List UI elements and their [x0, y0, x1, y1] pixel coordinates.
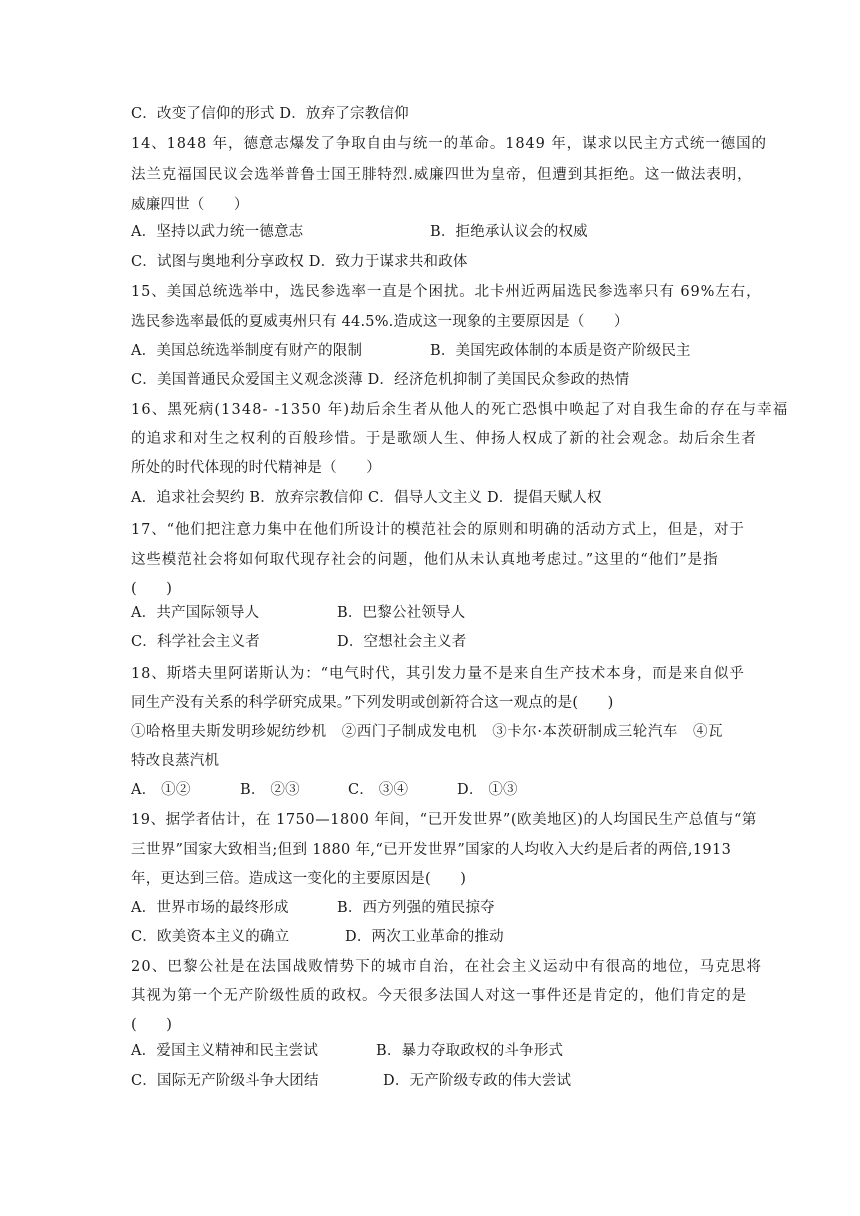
q19-option-a: A．世界市场的最终形成 — [131, 900, 289, 916]
q20-option-d: D．无产阶级专政的伟大尝试 — [383, 1073, 572, 1089]
q17-option-c: C．科学社会主义者 — [131, 634, 260, 650]
q15-options-cd: C．美国普通民众爱国主义观念淡薄 D．经济危机抑制了美国民众参政的热情 — [131, 372, 630, 388]
q18-option-d: D． ①③ — [457, 782, 518, 798]
q19-stem-line1: 19、据学者估计，在 1750—1800 年间，“已开发世界”(欧美地区)的人均国民生产总值与“第 — [131, 812, 757, 828]
q17-option-b: B．巴黎公社领导人 — [337, 605, 466, 621]
q19-stem-line2: 三世界”国家大致相当;但到 1880 年,“已开发世界”国家的人均收入大约是后者的两倍,1913 — [131, 842, 732, 858]
q18-stem-line1: 18、斯塔夫里阿诺斯认为：“电气时代，其引发力量不是来自生产技术本身，而是来自似乎 — [131, 666, 745, 682]
q20-stem-line2: 其视为第一个无产阶级性质的政权。今天很多法国人对这一事件还是肯定的，他们肯定的是 — [131, 988, 747, 1004]
q18-option-a: A． ①② — [131, 782, 191, 798]
q14-option-a: A．坚持以武力统一德意志 — [131, 224, 304, 240]
q19-stem-line3: 年，更达到三倍。造成这一变化的主要原因是( ) — [131, 871, 467, 887]
q14-stem-line2: 法兰克福国民议会选举普鲁士国王腓特烈.威廉四世为皇帝，但遭到其拒绝。这一做法表明， — [131, 167, 753, 183]
q14-stem-line1: 14、1848 年，德意志爆发了争取自由与统一的革命。1849 年，谋求以民主方式统一德国的 — [131, 136, 767, 152]
q16-options: A．追求社会契约 B．放弃宗教信仰 C．倡导人文主义 D．提倡天赋人权 — [131, 490, 602, 506]
q17-option-a: A．共产国际领导人 — [131, 605, 260, 621]
q20-stem-line3: ( ) — [131, 1017, 173, 1033]
q14-stem-line3: 威廉四世（ ） — [131, 197, 249, 213]
q15-option-b: B．美国宪政体制的本质是资产阶级民主 — [430, 343, 691, 359]
q16-stem-line3: 所处的时代体现的时代精神是（ ） — [131, 460, 381, 476]
q17-option-d: D．空想社会主义者 — [337, 634, 467, 650]
q18-option-c: C． ③④ — [348, 782, 409, 798]
q20-option-c: C．国际无产阶级斗争大团结 — [131, 1073, 319, 1089]
q17-stem-line2: 这些模范社会将如何取代现存社会的问题，他们从未认真地考虑过。”这里的“他们”是指 — [131, 552, 719, 568]
q18-stem-line3: ①哈格里夫斯发明珍妮纺纱机 ②西门子制成发电机 ③卡尔·本茨研制成三轮汽车 ④瓦 — [131, 724, 724, 740]
q19-option-c: C．欧美资本主义的确立 — [131, 929, 290, 945]
q15-option-a: A．美国总统选举制度有财产的限制 — [131, 343, 363, 359]
q19-option-b: B．西方列强的殖民掠夺 — [337, 900, 495, 916]
q15-stem-line1: 15、美国总统选举中，选民参选率一直是个困扰。北卡州近两届选民参选率只有 69%左右， — [131, 284, 762, 300]
q20-option-b: B．暴力夺取政权的斗争形式 — [376, 1043, 564, 1059]
q18-stem-line4: 特改良蒸汽机 — [131, 753, 220, 769]
q16-stem-line2: 的追求和对生之权利的百般珍惜。于是歌颂人生、伸扬人权成了新的社会观念。劫后余生者 — [131, 431, 757, 447]
q17-stem-line1: 17、“他们把注意力集中在他们所设计的模范社会的原则和明确的活动方式上，但是，对于 — [131, 522, 745, 538]
q15-stem-line2: 选民参选率最低的夏威夷州只有 44.5%.造成这一现象的主要原因是（ ） — [131, 314, 629, 330]
q17-stem-line3: ( ) — [131, 581, 173, 597]
q20-option-a: A．爱国主义精神和民主尝试 — [131, 1043, 319, 1059]
q14-option-b: B．拒绝承认议会的权威 — [430, 224, 588, 240]
q14-options-cd: C．试图与奥地利分享政权 D．致力于谋求共和政体 — [131, 254, 468, 270]
q16-stem-line1: 16、黑死病(1348- -1350 年)劫后余生者从他人的死亡恐惧中唤起了对自我生命的存在与幸福 — [131, 402, 789, 418]
q20-stem-line1: 20、巴黎公社是在法国战败情势下的城市自治，在社会主义运动中有很高的地位，马克思将 — [131, 959, 763, 975]
q18-stem-line2: 同生产没有关系的科学研究成果。”下列发明或创新符合这一观点的是( ) — [131, 695, 614, 711]
q19-option-d: D．两次工业革命的推动 — [345, 929, 504, 945]
q18-option-b: B． ②③ — [240, 782, 300, 798]
q13-options-cd: C．改变了信仰的形式 D．放弃了宗教信仰 — [131, 106, 409, 122]
